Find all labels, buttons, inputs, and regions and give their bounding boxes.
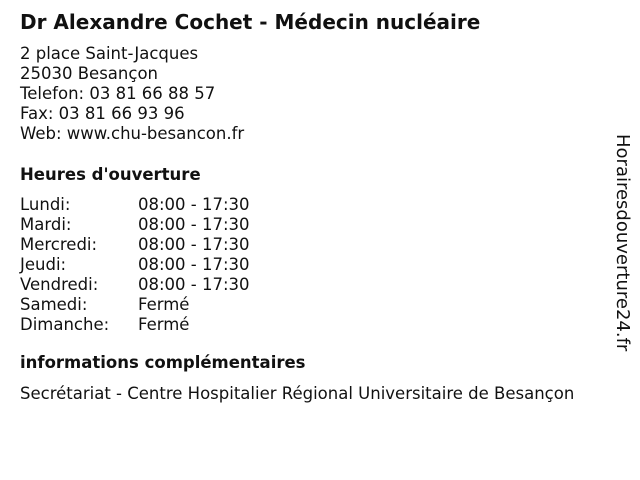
hours-row-dimanche [20, 315, 610, 335]
time-value: 08:00 - 17:30 [138, 195, 250, 214]
day-label: Lundi: [20, 195, 71, 214]
time-value: 08:00 - 17:30 [138, 275, 250, 294]
day-label: Jeudi: [20, 255, 67, 274]
hours-row-jeudi [20, 255, 610, 275]
hours-row-mardi [20, 215, 610, 235]
day-label: Vendredi: [20, 275, 99, 294]
hours-row-samedi [20, 295, 610, 315]
city-address: 25030 Besançon [20, 64, 158, 83]
additional-info-text: Secrétariat - Centre Hospitalier Régional Universitaire de Besançon [20, 384, 575, 403]
hours-row-lundi [20, 195, 610, 215]
time-value: Fermé [138, 295, 190, 314]
address-block [20, 44, 610, 144]
opening-hours-title: Heures d'ouverture [20, 165, 201, 184]
day-label: Dimanche: [20, 315, 110, 334]
day-label: Mercredi: [20, 235, 98, 254]
hours-row-mercredi [20, 235, 610, 255]
website-text: Web: www.chu-besancon.fr [20, 124, 245, 143]
time-value: Fermé [138, 315, 190, 334]
day-label: Samedi: [20, 295, 88, 314]
fax-number: Fax: 03 81 66 93 96 [20, 104, 185, 123]
doctor-info-card [20, 8, 610, 404]
time-value: 08:00 - 17:30 [138, 255, 250, 274]
phone-number: Telefon: 03 81 66 88 57 [20, 84, 216, 103]
time-value: 08:00 - 17:30 [138, 235, 250, 254]
time-value: 08:00 - 17:30 [138, 215, 250, 234]
vertical-brand-text: Horairesdouverture24.fr [612, 134, 633, 352]
additional-info-title: informations complémentaires [20, 353, 306, 372]
opening-hours-list [20, 195, 610, 335]
street-address: 2 place Saint-Jacques [20, 44, 199, 63]
hours-row-vendredi [20, 275, 610, 295]
doctor-name-title: Dr Alexandre Cochet - Médecin nucléaire [20, 10, 481, 34]
day-label: Mardi: [20, 215, 72, 234]
